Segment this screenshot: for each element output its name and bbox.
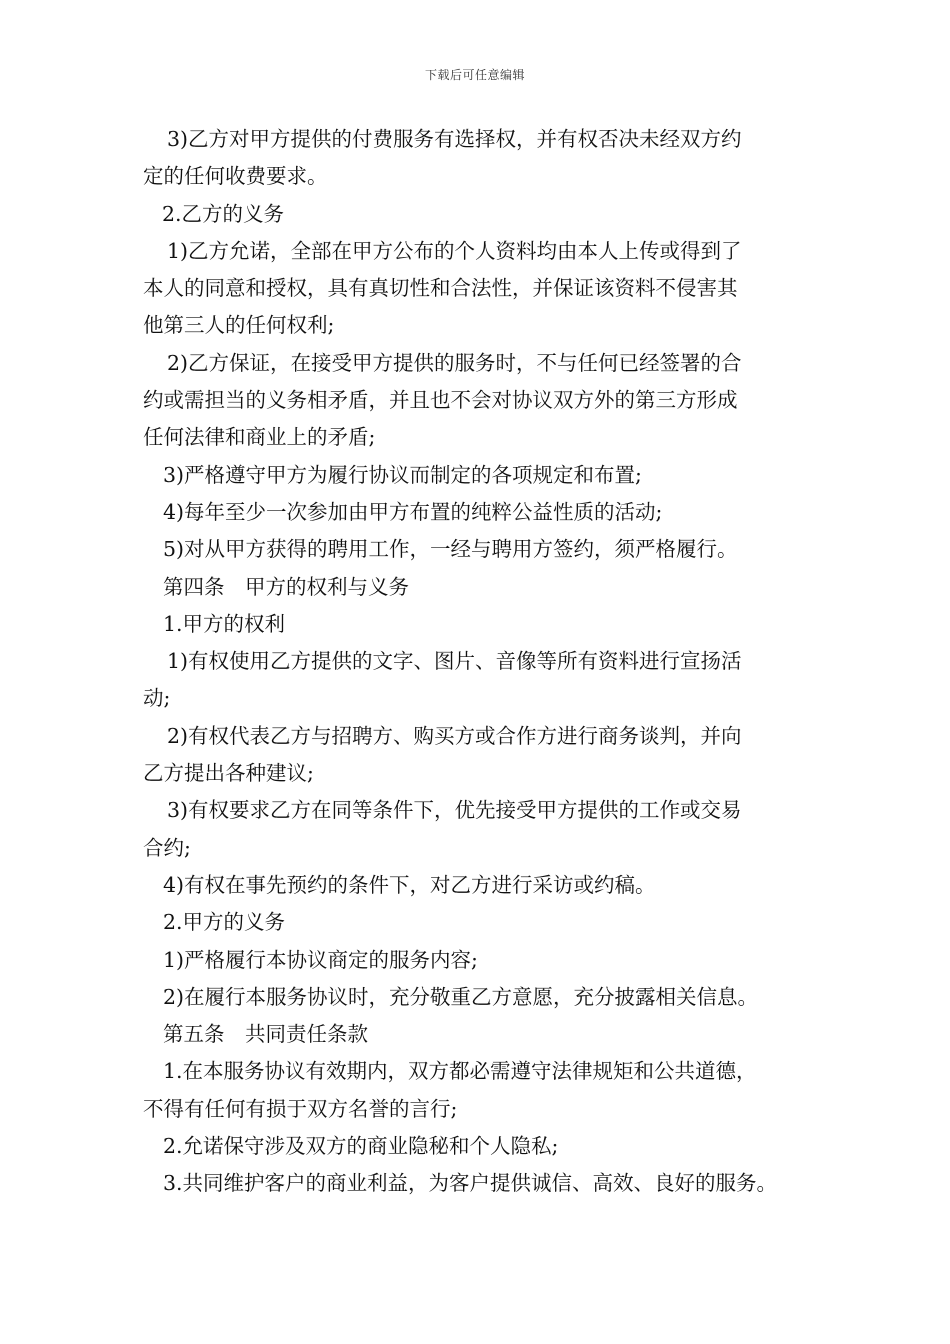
paragraph-line: 1)有权使用乙方提供的文字、图片、音像等所有资料进行宣扬活 <box>167 649 742 674</box>
paragraph-line: 乙方提出各种建议; <box>143 761 314 786</box>
paragraph-line: 3)严格遵守甲方为履行协议而制定的各项规定和布置; <box>163 462 642 487</box>
page-header: 下载后可任意编辑 <box>424 68 525 82</box>
paragraph-line: 2.乙方的义务 <box>162 201 285 226</box>
paragraph-line: 2)有权代表乙方与招聘方、购买方或合作方进行商务谈判，并向 <box>167 723 742 748</box>
document-body <box>143 121 823 1203</box>
paragraph-line: 4)有权在事先预约的条件下，对乙方进行采访或约稿。 <box>163 872 656 897</box>
paragraph-line: 1)乙方允诺，全部在甲方公布的个人资料均由本人上传或得到了 <box>167 238 742 263</box>
paragraph-line: 2)乙方保证，在接受甲方提供的服务时，不与任何已经签署的合 <box>167 350 742 375</box>
paragraph-line: 2)在履行本服务协议时，充分敬重乙方意愿，充分披露相关信息。 <box>163 984 759 1009</box>
paragraph-line: 不得有任何有损于双方名誉的言行; <box>143 1096 458 1121</box>
paragraph-line: 本人的同意和授权，具有真切性和合法性，并保证该资料不侵害其 <box>143 276 738 301</box>
paragraph-line: 2.允诺保守涉及双方的商业隐秘和个人隐私; <box>163 1134 559 1159</box>
paragraph-line: 5)对从甲方获得的聘用工作，一经与聘用方签约，须严格履行。 <box>163 537 738 562</box>
paragraph-line: 约或需担当的义务相矛盾，并且也不会对协议双方外的第三方形成 <box>143 388 738 413</box>
paragraph-line: 1.在本服务协议有效期内，双方都必需遵守法律规矩和公共道德， <box>163 1059 757 1084</box>
paragraph-line: 3)乙方对甲方提供的付费服务有选择权，并有权否决未经双方约 <box>167 127 742 151</box>
paragraph-line: 4)每年至少一次参加由甲方布置的纯粹公益性质的活动; <box>163 499 663 524</box>
paragraph-line: 合约; <box>143 835 191 860</box>
paragraph-line: 定的任何收费要求。 <box>143 164 328 189</box>
section-heading: 第四条 甲方的权利与义务 <box>163 574 409 599</box>
subsection-heading: 2.甲方的义务 <box>163 910 286 935</box>
paragraph-line: 3.共同维护客户的商业利益，为客户提供诚信、高效、良好的服务。 <box>163 1171 778 1196</box>
paragraph-line: 他第三人的任何权利; <box>143 313 335 338</box>
subsection-heading: 1.甲方的权利 <box>163 611 286 636</box>
paragraph-line: 任何法律和商业上的矛盾; <box>143 425 376 450</box>
paragraph-line: 动; <box>143 686 171 711</box>
paragraph-line: 3)有权要求乙方在同等条件下，优先接受甲方提供的工作或交易 <box>167 798 742 823</box>
paragraph-line: 1)严格履行本协议商定的服务内容; <box>163 947 478 972</box>
section-heading: 第五条 共同责任条款 <box>163 1022 368 1047</box>
